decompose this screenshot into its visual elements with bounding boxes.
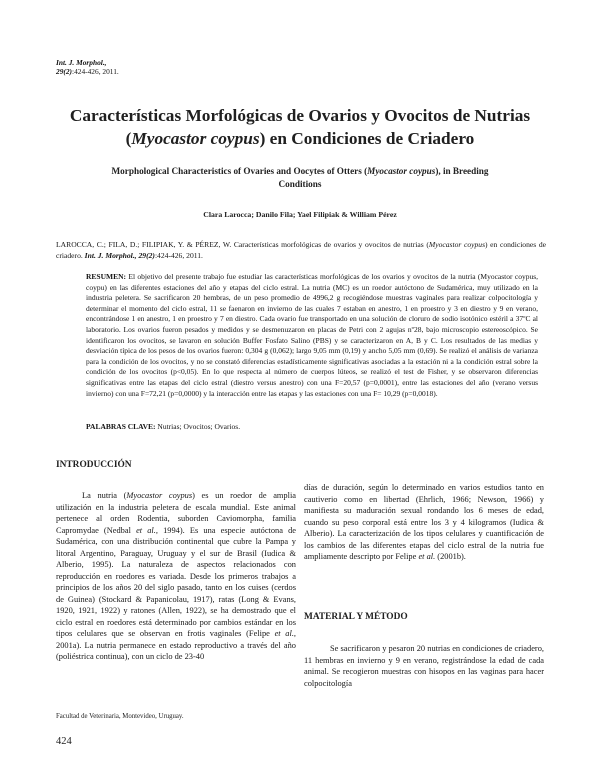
keywords: [86, 422, 538, 432]
intro-p1-species: Myocastor coypus: [126, 491, 193, 500]
intro-p1-a: La nutria (: [82, 491, 127, 500]
right-column: [304, 482, 544, 563]
abstract-label: RESUMEN:: [86, 272, 127, 281]
abstract: [86, 272, 538, 399]
citation-species: Myocastor coypus: [428, 240, 486, 249]
intro-p1-etal: et al.: [136, 525, 156, 535]
intro-heading: INTRODUCCIÓN: [56, 460, 132, 470]
page-number: 424: [56, 736, 72, 747]
keywords-label: PALABRAS CLAVE:: [86, 422, 156, 431]
journal-name: Int. J. Morphol.,: [56, 58, 107, 67]
title-spanish: [60, 104, 540, 150]
intro-p2-etal: et al.: [418, 552, 436, 561]
title-english-species: Myocastor coypus: [367, 166, 436, 176]
title-spanish-species: Myocastor coypus: [131, 129, 260, 148]
left-column: [56, 490, 296, 663]
title-english: [110, 165, 490, 191]
citation-part3: :424-426, 2011.: [154, 250, 203, 260]
journal-volume: 29(2): [56, 67, 73, 77]
title-spanish-part1: Características Morfológicas de Ovarios y Ovocitos de Nutrias (: [69, 106, 531, 148]
intro-p2-b: (2001b).: [435, 552, 466, 561]
methods-heading: MATERIAL Y MÉTODO: [304, 612, 408, 622]
keywords-text: Nutrias; Ovocitos; Ovarios.: [155, 422, 241, 431]
title-english-part2: ), in Breeding Conditions: [278, 166, 489, 189]
methods-paragraph-1: Se sacrificaron y pesaron 20 nutrias en condiciones de criadero, 11 hembras en invierno y 9 en verano, registrándose la edad de cada animal. Se recogieron muestras con hisopos en las vaginas para hacer colpocitología: [304, 644, 544, 688]
affiliation-footnote: Facultad de Veterinaria, Montevideo, Uruguay.: [56, 713, 184, 720]
title-english-part1: Morphological Characteristics of Ovaries and Oocytes of Otters (: [111, 166, 368, 176]
title-spanish-part2: ) en Condiciones de Criadero: [259, 129, 475, 148]
journal-header: [56, 58, 119, 77]
intro-p1-b: ) es un roedor de amplia utilización en la industria peletera de escala mundial. Este animal pertenece al orden Rodentia, suborden Caviomorpha, familia Capromydae (Nedbal: [56, 491, 296, 535]
citation-part2: ) en condiciones de criadero.: [56, 240, 546, 260]
intro-paragraph-1: [56, 490, 296, 663]
author-list: Clara Larocca; Danilo Fila; Yael Filipiak & William Pérez: [203, 210, 397, 219]
intro-paragraph-2: [304, 482, 544, 563]
citation-part1: LAROCCA, C.; FILA, D.; FILIPIAK, Y. & PÉREZ, W. Características morfológicas de ovarios y ovocitos de nutrias (: [56, 240, 429, 249]
intro-p2-a: días de duración, según lo determinado en varios estudios tanto en cautiverio como en libertad (Ehrlich, 1966; Newson, 1966) y manifiesta su maduración sexual rondando los 6 meses de edad, cuando su peso corporal está entre los 3 y 4 kilogramos (Iudica & Alberio). La caracterización de los tipos celulares y cuantificación de los cambios de las diferentes etapas del ciclo estral de la nutria fue ampliamente descripto por Felipe: [304, 483, 544, 561]
intro-p1-d: , 2001a). La nutria permanece en estado reproductivo a través del año (poliéstrica continua), con un ciclo de 23-40: [56, 629, 297, 661]
abstract-text: El objetivo del presente trabajo fue estudiar las características morfológicas de los ovarios y ovocitos de la nutria (Myocastor coypus, coypu) en las diferentes estaciones del año y etapas del ciclo estral. La nutria (MC) es un roedor autóctono de Sudamérica, muy utilizado en la industria peletera. Se sacrificaron 20 hembras, de un peso promedio de 4996,2 g recogiéndose muestras vaginales para realizar colpocitología y determinar el momento del ciclo estral, 11 se faenaron en invierno de las cuales 7 estaban en anestro, 1 en proestro y 3 en diestro y 9 en verano, encontrándose 1 en anestro, 1 en proestro y 7 en diestro. Cada ovario fue transportado en una solución de cloruro de sodio isotónico estéril a 37ºC al laboratorio. Los ovarios fueron pesados y medidos y se desmenuzaron en placas de Petri con 2 agujas nº28, bajo microscopio estereoscópico. Se identificaron los ovocitos, se lavaron en solución Buffer Fosfato Salino (PBS) y se caracterizaron en A, B y C. Los resultados de las medias y desviación típica de los pesos de los ovarios fueron: 0,304 g (0,062); largo 9,05 mm (0,19) y ancho 5,05 mm (0,69). Se realizó el análisis de varianza para la condición de los ovocitos, y no se constató diferencias estadísticamente significativas asociadas a la estación ni a la condición estral sobre la condición de los ovocitos (p<0,05). En lo que respecta al número de cuerpos lúteos, se realizó el test de Fisher, y se observaron diferencias significativas entre las etapas del ciclo estral (diestro versus anestro) con una F=20,57 (p=0,0001), entre las estaciones del año (verano versus invierno) con una F=72,21 (p=0,0000) y la interacción entre las etapas y las estaciones con una F= 10,29 (p=0,0018).: [86, 272, 538, 398]
methods-column: [304, 643, 544, 689]
citation: [56, 240, 546, 262]
journal-pages: :424-426, 2011.: [72, 67, 119, 77]
citation-journal: Int. J. Morphol., 29(2): [84, 250, 155, 260]
intro-p1-etal2: et al.: [274, 629, 294, 638]
intro-p1-c: , 1994). Es una especie autóctona de Sudamérica, con una distribución continental que cubre la Pampa y litoral Argentino, Paraguay, Uruguay y el sur de Brasil (Iudica & Alberio, 1995). La naturaleza de aspectos relacionados con reproducción en roedores es variada. Desde los primeros trabajos a principios de los años 20 del siglo pasado, tanto en los cuises (cerdos de Guinea) (Stockard & Papanicolau, 1917), ratas (Long & Evans, 1920, 1921, 1922) y ratones (Allen, 1922), se ha demostrado que el ciclo estral en roedores está determinado por cambios estándar en los tipos celulares que se observan en frotis vaginales (Felipe: [56, 525, 297, 638]
